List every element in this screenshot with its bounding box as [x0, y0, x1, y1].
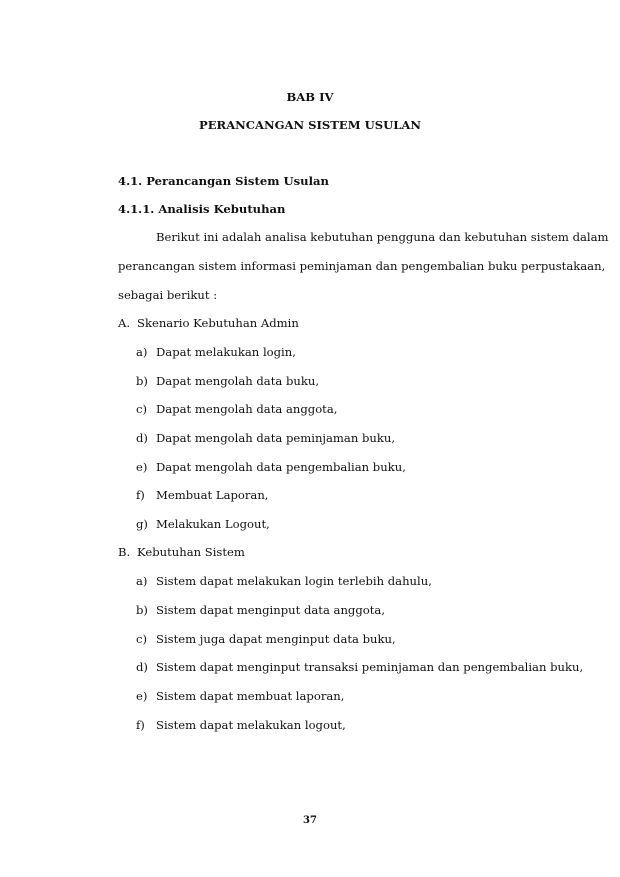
- list-b-title: Kebutuhan Sistem: [137, 545, 245, 559]
- intro-line-3: sebagai berikut :: [118, 288, 218, 302]
- list-item: Dapat mengolah data pengembalian buku,: [156, 460, 406, 474]
- list-item-marker: c): [136, 402, 148, 416]
- list-item-marker: b): [136, 603, 148, 617]
- list-item: Dapat mengolah data anggota,: [156, 402, 338, 416]
- intro-line-2: perancangan sistem informasi peminjaman dan pengembalian buku perpustakaan,: [118, 259, 606, 273]
- list-item: Sistem dapat menginput data anggota,: [156, 603, 386, 617]
- list-item-marker: d): [136, 660, 148, 674]
- intro-line-1: Berikut ini adalah analisa kebutuhan pengguna dan kebutuhan sistem dalam: [156, 230, 609, 244]
- chapter-number: BAB IV: [286, 90, 334, 104]
- list-item-marker: f): [136, 718, 145, 732]
- list-item-marker: e): [136, 460, 148, 474]
- section-heading: 4.1. Perancangan Sistem Usulan: [118, 174, 329, 188]
- list-item: Sistem dapat melakukan login terlebih dahulu,: [156, 574, 432, 588]
- list-a-marker: A.: [118, 316, 131, 330]
- list-item: Dapat mengolah data peminjaman buku,: [156, 431, 396, 445]
- chapter-title: PERANCANGAN SISTEM USULAN: [199, 118, 421, 132]
- list-item-marker: e): [136, 689, 148, 703]
- list-a-title: Skenario Kebutuhan Admin: [137, 316, 299, 330]
- list-item: Membuat Laporan,: [156, 488, 269, 502]
- subsection-heading: 4.1.1. Analisis Kebutuhan: [118, 202, 286, 216]
- list-item-marker: a): [136, 345, 148, 359]
- list-b-marker: B.: [118, 545, 131, 559]
- list-item-marker: d): [136, 431, 148, 445]
- list-item-marker: b): [136, 374, 148, 388]
- list-item: Melakukan Logout,: [156, 517, 270, 531]
- list-item: Sistem dapat melakukan logout,: [156, 718, 346, 732]
- list-item-marker: a): [136, 574, 148, 588]
- list-item: Dapat melakukan login,: [156, 345, 296, 359]
- list-item-marker: f): [136, 488, 145, 502]
- list-item: Sistem juga dapat menginput data buku,: [156, 632, 396, 646]
- list-item-marker: c): [136, 632, 148, 646]
- page-number: 37: [303, 815, 317, 826]
- list-item: Sistem dapat membuat laporan,: [156, 689, 345, 703]
- list-item: Sistem dapat menginput transaksi peminjaman dan pengembalian buku,: [156, 660, 584, 674]
- list-item: Dapat mengolah data buku,: [156, 374, 320, 388]
- list-item-marker: g): [136, 517, 148, 531]
